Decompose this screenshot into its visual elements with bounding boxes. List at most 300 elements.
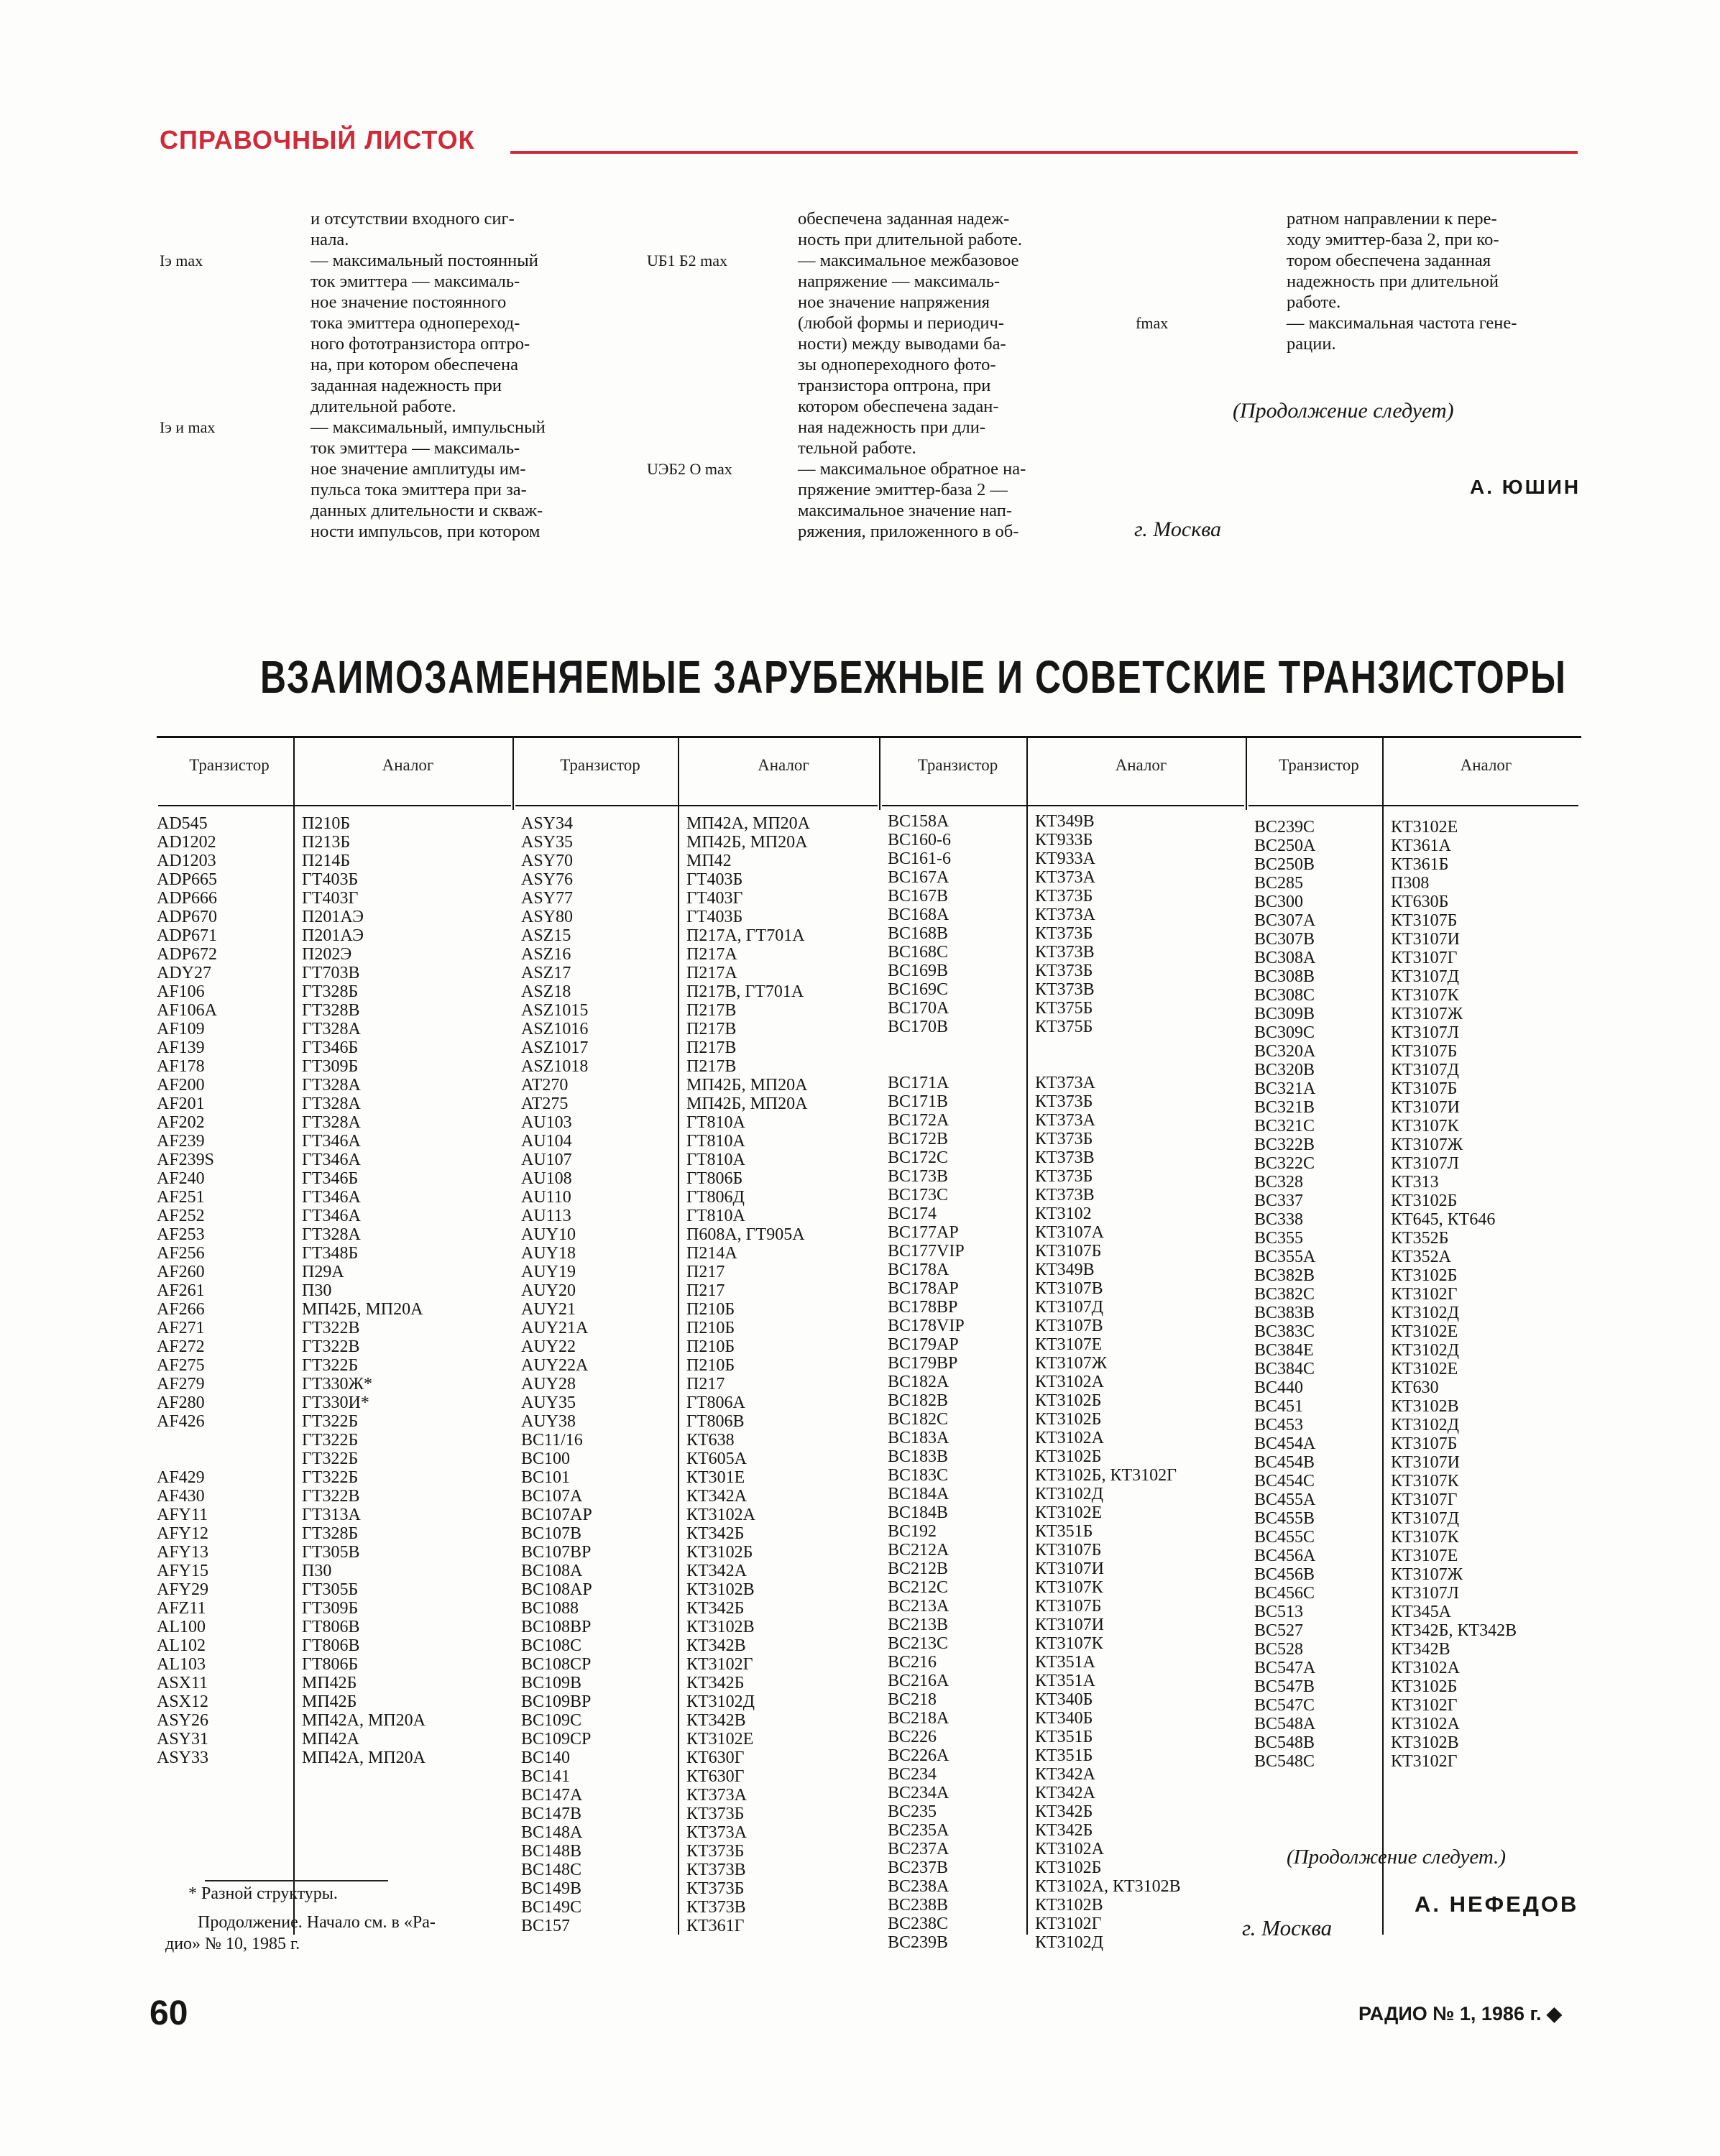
transistor-cell: BC455C xyxy=(1254,1528,1315,1547)
analog-cell: КТ342В xyxy=(686,1636,746,1655)
transistor-cell: BC178BP xyxy=(888,1298,958,1317)
analog-column xyxy=(302,814,426,1767)
analog-cell: КТ3107К xyxy=(1035,1578,1103,1597)
definitions-column-3 xyxy=(1136,208,1585,354)
transistor-cell: AFY13 xyxy=(157,1543,209,1562)
transistor-cell: AF109 xyxy=(157,1020,205,1038)
analog-cell: КТ352А xyxy=(1391,1248,1451,1266)
analog-cell: ГТ703В xyxy=(302,964,360,982)
transistor-cell: AF260 xyxy=(157,1263,205,1281)
transistor-cell: BC384C xyxy=(1254,1360,1315,1378)
definition-line: тельной работе. xyxy=(798,438,916,458)
analog-cell: КТ3102Б xyxy=(1035,1391,1102,1410)
definition-symbol: Iэ и max xyxy=(160,418,216,436)
group-divider xyxy=(879,738,880,810)
transistor-cell: BC148B xyxy=(521,1842,582,1861)
analog-cell: КТ3102В xyxy=(686,1618,755,1636)
transistor-cell: AFY11 xyxy=(157,1506,208,1524)
transistor-cell: AF253 xyxy=(157,1225,205,1244)
transistor-cell: BC109BP xyxy=(521,1692,592,1711)
transistor-cell: AF178 xyxy=(157,1057,205,1076)
definition-line: — максимальный постоянный xyxy=(311,251,538,270)
transistor-column xyxy=(1254,818,1315,1771)
analog-cell: КТ3102Б xyxy=(1391,1192,1458,1210)
analog-cell: ГТ328Б xyxy=(302,982,359,1001)
analog-cell: КТ373Б xyxy=(1035,1167,1093,1186)
header-rule xyxy=(1248,805,1578,806)
transistor-cell: BC250A xyxy=(1254,837,1316,855)
transistor-cell: BC440 xyxy=(1254,1378,1304,1397)
transistor-cell xyxy=(888,1055,965,1074)
definition-symbol: fmax xyxy=(1136,314,1169,332)
analog-cell: КТ3107Б xyxy=(1035,1597,1102,1616)
analog-cell: КТ3107К xyxy=(1391,1117,1459,1135)
transistor-cell: AF240 xyxy=(157,1169,205,1188)
analog-cell: КТ342А xyxy=(686,1487,747,1506)
definition-line: напряжение — максималь- xyxy=(798,272,1001,291)
transistor-cell: BC338 xyxy=(1254,1210,1304,1229)
transistor-cell: AF139 xyxy=(157,1038,205,1057)
definitions-continuation: (Продолжение следует) xyxy=(1233,399,1454,423)
analog-cell: КТ352Б xyxy=(1391,1229,1449,1248)
analog-cell: КТ3107К xyxy=(1391,1528,1459,1547)
transistor-cell: BC213B xyxy=(888,1616,949,1634)
analog-cell: КТ3107Е xyxy=(1035,1335,1103,1354)
analog-cell: ГТ322Б xyxy=(302,1450,359,1468)
transistor-cell: AU113 xyxy=(521,1207,571,1225)
transistor-cell: AU108 xyxy=(521,1169,572,1188)
transistor-cell: BC158A xyxy=(888,812,949,831)
definition-line: транзистора оптрона, при xyxy=(798,376,991,395)
transistor-cell xyxy=(888,1036,965,1055)
transistor-cell: BC234 xyxy=(888,1765,937,1784)
transistor-cell: BC177VIP xyxy=(888,1242,965,1261)
analog-cell: КТ373В xyxy=(1035,1148,1095,1167)
transistor-cell: AUY10 xyxy=(521,1225,576,1244)
analog-cell: КТ3107Б xyxy=(1391,1079,1458,1098)
transistor-cell: BC157 xyxy=(521,1917,571,1935)
transistor-cell: BC178AP xyxy=(888,1279,959,1298)
analog-cell: П210Б xyxy=(686,1319,735,1337)
table-author: А. НЕФЕДОВ xyxy=(1415,1892,1579,1917)
definition-line: ная надежность при дли- xyxy=(798,418,986,437)
table-continuation: (Продолжение следует.) xyxy=(1287,1846,1507,1869)
transistor-cell: BC167A xyxy=(888,868,949,887)
transistor-cell: AF239 xyxy=(157,1132,205,1151)
analog-cell: КТ3107И xyxy=(1035,1616,1104,1634)
analog-cell: ГТ810А xyxy=(686,1132,745,1151)
transistor-cell: AF201 xyxy=(157,1095,205,1113)
transistor-cell: ADP670 xyxy=(157,908,218,926)
definition-line: — максимальный, импульсный xyxy=(311,418,546,437)
definition-line: максимальное значение нап- xyxy=(798,501,1013,520)
transistor-cell: BC173B xyxy=(888,1167,949,1186)
analog-cell: МП42Б, МП20А xyxy=(686,833,808,852)
analog-cell: ГТ328А xyxy=(302,1095,361,1113)
analog-cell: КТ342А xyxy=(1035,1765,1095,1784)
definition-line: данных длительности и скваж- xyxy=(311,501,543,520)
analog-cell: П217В xyxy=(686,1001,737,1020)
transistor-cell: AF256 xyxy=(157,1244,205,1263)
analog-cell: КТ3102Д xyxy=(686,1692,755,1711)
transistor-cell: BC172C xyxy=(888,1148,949,1167)
definition-line: ное значение напряжения xyxy=(798,292,990,312)
transistor-cell: AF266 xyxy=(157,1300,205,1319)
transistor-cell: AUY19 xyxy=(521,1263,576,1281)
analog-cell: П608А, ГТ905А xyxy=(686,1225,805,1244)
transistor-cell: AL100 xyxy=(157,1618,206,1636)
analog-cell: КТ3107Ж xyxy=(1391,1565,1463,1584)
transistor-cell: ASZ17 xyxy=(521,964,571,982)
analog-cell: КТ645, КТ646 xyxy=(1391,1210,1496,1229)
analog-cell: ГТ810А xyxy=(686,1151,745,1169)
analog-cell: П210Б xyxy=(686,1356,735,1375)
transistor-cell: BC218A xyxy=(888,1709,949,1728)
column-header-transistor: Транзистор xyxy=(560,756,640,774)
column-divider xyxy=(1026,738,1028,1935)
transistor-cell: BC168B xyxy=(888,924,949,943)
transistor-cell: ADP665 xyxy=(157,870,218,889)
transistor-cell: BC237B xyxy=(888,1858,949,1877)
transistor-cell: BC174 xyxy=(888,1204,937,1223)
analog-cell: КТ349В xyxy=(1035,1261,1095,1279)
column-header-analog: Аналог xyxy=(1115,756,1167,774)
analog-cell: КТ3102А xyxy=(1391,1659,1460,1677)
analog-cell: КТ3107К xyxy=(1391,1472,1459,1491)
table-top-rule xyxy=(157,736,1581,738)
analog-cell: КТ3102В xyxy=(686,1580,755,1599)
transistor-cell: BC456C xyxy=(1254,1584,1315,1603)
definition-line: длительной работе. xyxy=(311,397,456,416)
header-rule xyxy=(510,151,1578,154)
transistor-cell: BC170A xyxy=(888,999,949,1018)
analog-cell: КТ3102В xyxy=(1391,1397,1459,1416)
transistor-cell: AF239S xyxy=(157,1151,215,1169)
transistor-cell xyxy=(157,1450,217,1468)
transistor-cell: AF251 xyxy=(157,1188,205,1207)
transistor-cell: BC171A xyxy=(888,1074,949,1092)
transistor-cell: BC547C xyxy=(1254,1696,1315,1715)
transistor-cell: BC328 xyxy=(1254,1173,1304,1192)
transistor-cell: BC172B xyxy=(888,1130,949,1148)
definition-line: — максимальное межбазовое xyxy=(798,251,1019,270)
transistor-cell: BC238B xyxy=(888,1896,949,1915)
transistor-cell: BC239C xyxy=(1254,818,1315,837)
analog-cell: КТ3107К xyxy=(1391,986,1459,1005)
analog-cell: МП42Б, МП20А xyxy=(686,1076,808,1095)
transistor-cell: ASY76 xyxy=(521,870,574,889)
analog-column xyxy=(686,814,810,1935)
transistor-cell: BC212A xyxy=(888,1541,949,1560)
transistor-cell: AF261 xyxy=(157,1281,205,1300)
analog-cell: ГТ309Б xyxy=(302,1057,359,1076)
analog-cell: МП42А, МП20А xyxy=(686,814,811,833)
group-divider xyxy=(1246,738,1247,810)
transistor-cell: AF202 xyxy=(157,1113,205,1132)
analog-cell: КТ342Б, КТ342В xyxy=(1391,1621,1517,1640)
transistor-cell: BC108CP xyxy=(521,1655,592,1674)
analog-cell: КТ342В xyxy=(1391,1640,1450,1659)
analog-cell: КТ375Б xyxy=(1035,999,1093,1018)
transistor-cell: BC547A xyxy=(1254,1659,1316,1677)
transistor-cell: AUY22A xyxy=(521,1356,589,1375)
definition-entry xyxy=(647,459,1100,542)
column-divider xyxy=(678,738,679,1935)
analog-cell: П214А xyxy=(686,1244,737,1263)
definition-line: ное значение амплитуды им- xyxy=(311,459,526,479)
transistor-cell: AF271 xyxy=(157,1319,205,1337)
group-divider xyxy=(512,738,514,810)
analog-cell: КТ3102Д xyxy=(1391,1341,1460,1360)
analog-cell: КТ3102Б xyxy=(686,1543,753,1562)
analog-cell: КТ3102Б xyxy=(1035,1447,1102,1466)
definition-line: ности) между выводами ба- xyxy=(798,334,1006,354)
transistor-cell: BC109B xyxy=(521,1674,582,1692)
analog-cell: П217А xyxy=(686,945,737,964)
definition-entry xyxy=(647,250,1100,459)
analog-cell: КТ3102Е xyxy=(1391,818,1458,837)
transistor-cell: BC307B xyxy=(1254,930,1315,949)
transistor-cell: AF106 xyxy=(157,982,205,1001)
transistor-cell: BC527 xyxy=(1254,1621,1304,1640)
transistor-cell: BC177AP xyxy=(888,1223,959,1242)
analog-cell: КТ3107Л xyxy=(1391,1584,1459,1603)
definition-line: — максимальная частота гене- xyxy=(1287,313,1517,333)
analog-cell: КТ373А xyxy=(686,1786,747,1805)
transistor-cell: BC182C xyxy=(888,1410,949,1429)
transistor-cell: BC147B xyxy=(521,1805,582,1823)
transistor-cell: BC109C xyxy=(521,1711,582,1730)
transistor-cell: ASY70 xyxy=(521,852,574,870)
definition-line: котором обеспечена задан- xyxy=(798,397,999,416)
transistor-column xyxy=(888,812,965,1952)
transistor-column xyxy=(157,814,217,1767)
transistor-cell: ASY35 xyxy=(521,833,574,852)
transistor-cell: AT275 xyxy=(521,1095,569,1113)
transistor-cell: ASY31 xyxy=(157,1730,209,1749)
transistor-cell: BC320A xyxy=(1254,1042,1316,1061)
analog-cell: КТ3107Д xyxy=(1391,1061,1460,1079)
transistor-cell: BC548C xyxy=(1254,1752,1315,1771)
definition-line: ное значение постоянного xyxy=(311,292,507,312)
transistor-cell: BC192 xyxy=(888,1522,937,1541)
transistor-cell: ASZ1018 xyxy=(521,1057,589,1076)
analog-cell: ГТ328В xyxy=(302,1001,360,1020)
transistor-cell: BC355 xyxy=(1254,1229,1304,1248)
transistor-cell: BC218 xyxy=(888,1690,937,1709)
transistor-cell: BC320B xyxy=(1254,1061,1315,1079)
analog-cell: П210Б xyxy=(686,1300,735,1319)
transistor-cell: BC456A xyxy=(1254,1547,1316,1565)
transistor-cell: BC108BP xyxy=(521,1618,592,1636)
analog-cell: ГТ322В xyxy=(302,1337,360,1356)
analog-cell: ГТ806Б xyxy=(302,1655,359,1674)
transistor-cell: BC183C xyxy=(888,1466,949,1485)
analog-cell: КТ3102А xyxy=(686,1506,755,1524)
analog-cell: ГТ330И* xyxy=(302,1393,369,1412)
analog-cell: П30 xyxy=(302,1562,332,1580)
transistor-cell: BC149C xyxy=(521,1898,582,1917)
analog-cell: КТ340Б xyxy=(1035,1690,1093,1709)
transistor-cell: AD1203 xyxy=(157,852,216,870)
column-header-transistor: Транзистор xyxy=(1279,756,1359,774)
analog-cell: КТ3107Е xyxy=(1391,1547,1458,1565)
transistor-cell: AF279 xyxy=(157,1375,205,1393)
transistor-cell: BC184B xyxy=(888,1503,949,1522)
analog-cell: КТ349В xyxy=(1035,812,1095,831)
transistor-cell: BC453 xyxy=(1254,1416,1304,1434)
transistor-cell: BC171B xyxy=(888,1092,949,1111)
analog-cell: КТ3102Б xyxy=(1391,1266,1458,1285)
definition-entry xyxy=(160,208,612,250)
analog-cell: КТ630 xyxy=(1391,1378,1439,1397)
analog-cell: ГТ328А xyxy=(302,1076,361,1095)
transistor-cell: BC322C xyxy=(1254,1154,1315,1173)
footnote: * Разной структуры. xyxy=(188,1884,338,1903)
transistor-cell: AUY20 xyxy=(521,1281,576,1300)
transistor-cell: BC548B xyxy=(1254,1733,1315,1752)
analog-cell: КТ373Б xyxy=(1035,962,1093,980)
transistor-cell: AU110 xyxy=(521,1188,571,1207)
analog-cell: ГТ322В xyxy=(302,1319,360,1337)
transistor-cell: BC107A xyxy=(521,1487,583,1506)
analog-cell: КТ3102В xyxy=(1035,1896,1103,1915)
transistor-cell: AD1202 xyxy=(157,833,216,852)
analog-cell: КТ342В xyxy=(686,1711,746,1730)
transistor-cell: BC160-6 xyxy=(888,831,952,849)
footnote-rule xyxy=(205,1880,388,1881)
analog-cell: КТ340Б xyxy=(1035,1709,1093,1728)
analog-cell: КТ3107Ж xyxy=(1035,1354,1108,1373)
transistor-cell: BC167B xyxy=(888,887,949,906)
transistor-cell: BC169C xyxy=(888,980,949,999)
transistor-cell: AU107 xyxy=(521,1151,572,1169)
transistor-cell: BC455A xyxy=(1254,1491,1316,1509)
analog-cell: КТ345А xyxy=(1391,1603,1451,1621)
analog-cell: КТ373Б xyxy=(686,1805,745,1823)
analog-cell: П201АЭ xyxy=(302,926,364,945)
definition-line: пульса тока эмиттера при за- xyxy=(311,480,527,499)
analog-cell: КТ3107И xyxy=(1391,1098,1460,1117)
transistor-cell: BC321C xyxy=(1254,1117,1315,1135)
transistor-cell: BC216 xyxy=(888,1653,937,1672)
transistor-cell: BC454C xyxy=(1254,1472,1315,1491)
definition-entry xyxy=(647,208,1100,250)
column-header-analog: Аналог xyxy=(382,756,434,774)
analog-cell: МП42А, МП20А xyxy=(302,1711,426,1730)
analog-cell: КТ342А xyxy=(1035,1784,1095,1802)
analog-cell: КТ3107К xyxy=(1035,1634,1103,1653)
analog-cell: КТ342Б xyxy=(1035,1821,1093,1840)
transistor-cell: AF106A xyxy=(157,1001,218,1020)
transistor-cell: BC300 xyxy=(1254,893,1304,911)
analog-cell: МП42Б xyxy=(302,1692,357,1711)
analog-cell: П202Э xyxy=(302,945,352,964)
analog-cell: КТ3102Г xyxy=(1391,1752,1458,1771)
transistor-cell: AF275 xyxy=(157,1356,205,1375)
analog-cell: КТ3107Б xyxy=(1035,1242,1102,1261)
transistor-cell: ASZ16 xyxy=(521,945,571,964)
analog-cell: КТ373Б xyxy=(1035,1092,1093,1111)
analog-cell: П210Б xyxy=(686,1337,735,1356)
analog-cell: КТ933Б xyxy=(1035,831,1093,849)
transistor-cell: BC182A xyxy=(888,1373,949,1391)
analog-cell: ГТ322Б xyxy=(302,1356,359,1375)
transistor-cell: BC308C xyxy=(1254,986,1315,1005)
transistor-cell: BC547B xyxy=(1254,1677,1315,1696)
transistor-cell: ASZ15 xyxy=(521,926,571,945)
analog-cell: ГТ346Б xyxy=(302,1038,359,1057)
column-divider xyxy=(1382,738,1384,1935)
analog-cell: КТ3102А xyxy=(1391,1715,1460,1733)
analog-cell: КТ373А xyxy=(1035,868,1095,887)
analog-cell: ГТ328Б xyxy=(302,1524,359,1543)
analog-column xyxy=(1391,818,1517,1771)
analog-cell: КТ630Б xyxy=(1391,893,1449,911)
transistor-cell: BC454B xyxy=(1254,1453,1315,1472)
transistor-cell: BC234A xyxy=(888,1784,949,1802)
transistor-cell: ADP666 xyxy=(157,889,218,908)
definition-line: обеспечена заданная надеж- xyxy=(798,209,1010,229)
transistor-cell: BC216A xyxy=(888,1672,949,1690)
transistor-cell: ASY26 xyxy=(157,1711,209,1730)
definition-line: тока эмиттера однопереход- xyxy=(311,313,520,333)
definition-line: ряжения, приложенного в об- xyxy=(798,522,1019,541)
analog-cell: МП42Б, МП20А xyxy=(686,1095,808,1113)
analog-cell: МП42А, МП20А xyxy=(302,1749,426,1767)
transistor-cell: BC322B xyxy=(1254,1135,1315,1154)
analog-cell: КТ361Г xyxy=(686,1917,745,1935)
definition-line: нала. xyxy=(311,230,349,249)
definitions-column-2 xyxy=(647,208,1100,542)
analog-cell: ГТ346А xyxy=(302,1207,361,1225)
analog-cell: П201АЭ xyxy=(302,908,364,926)
definition-line: рации. xyxy=(1287,334,1336,354)
definition-line: ток эмиттера — максималь- xyxy=(311,438,520,458)
analog-cell: КТ3102Б xyxy=(1035,1410,1102,1429)
transistor-cell: BC213A xyxy=(888,1597,949,1616)
transistor-cell: BC213C xyxy=(888,1634,949,1653)
analog-cell: КТ351А xyxy=(1035,1653,1095,1672)
transistor-cell: ASZ1016 xyxy=(521,1020,589,1038)
transistor-cell: BC309C xyxy=(1254,1023,1315,1042)
analog-cell: КТ630Г xyxy=(686,1749,745,1767)
analog-cell: КТ3107Л xyxy=(1391,1154,1459,1173)
analog-cell: КТ3107Д xyxy=(1035,1298,1104,1317)
transistor-cell: BC183B xyxy=(888,1447,949,1466)
analog-cell: КТ3102Е xyxy=(1391,1322,1458,1341)
transistor-cell: BC140 xyxy=(521,1749,571,1767)
header-rule xyxy=(158,805,511,806)
transistor-cell: BC107B xyxy=(521,1524,582,1543)
transistor-cell: BC451 xyxy=(1254,1397,1304,1416)
analog-cell: КТ605А xyxy=(686,1450,747,1468)
analog-cell: КТ375Б xyxy=(1035,1018,1093,1036)
column-header-transistor: Транзистор xyxy=(917,756,998,774)
transistor-cell: AUY28 xyxy=(521,1375,576,1393)
transistor-cell: BC108AP xyxy=(521,1580,592,1599)
analog-cell: ГТ328А xyxy=(302,1020,361,1038)
transistor-cell: BC182B xyxy=(888,1391,949,1410)
analog-cell: КТ342Б xyxy=(686,1599,745,1618)
transistor-cell: AFZ11 xyxy=(157,1599,206,1618)
analog-cell: КТ3107Г xyxy=(1391,949,1458,967)
analog-cell: КТ361Б xyxy=(1391,855,1449,874)
analog-cell: КТ373Б xyxy=(1035,1130,1093,1148)
transistor-cell: AFY29 xyxy=(157,1580,209,1599)
section-label: СПРАВОЧНЫЙ ЛИСТОК xyxy=(160,125,475,155)
definition-line: и отсутствии входного сиг- xyxy=(311,209,515,229)
